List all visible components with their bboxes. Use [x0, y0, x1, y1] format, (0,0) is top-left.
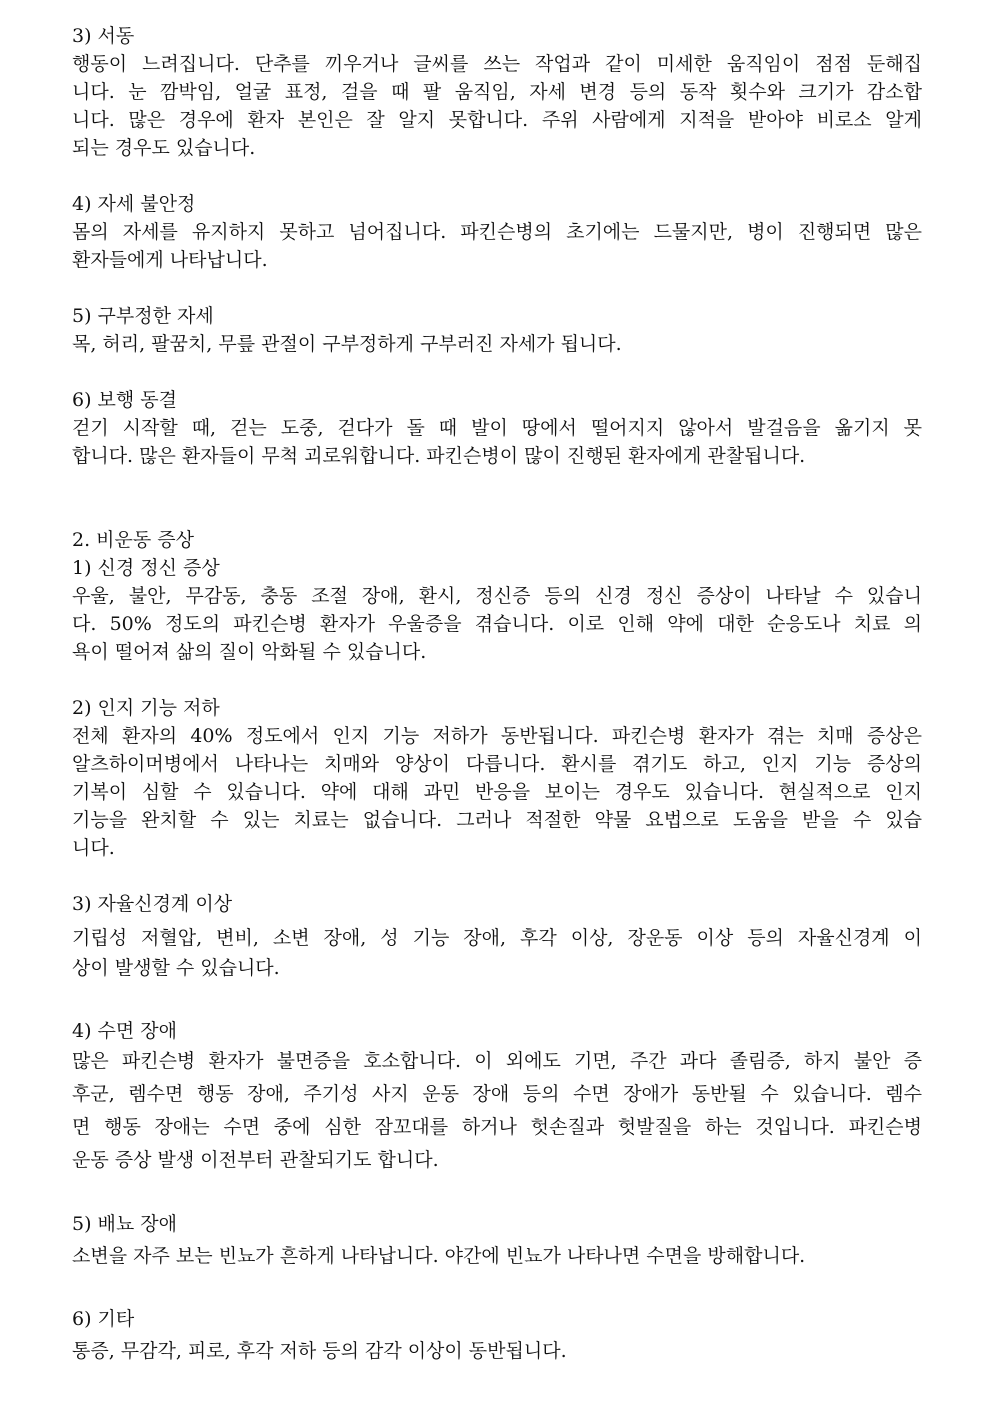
paragraph-line: 니다. 많은 경우에 환자 본인은 잘 알지 못합니다. 주위 사람에게 지적을 받아야 비로소 알게	[72, 109, 922, 131]
paragraph-line: 기립성 저혈압, 변비, 소변 장애, 성 기능 장애, 후각 이상, 장운동 이상 등의 자율신경계 이	[72, 927, 922, 949]
paragraph-line: 통증, 무감각, 피로, 후각 저하 등의 감각 이상이 동반됩니다.	[72, 1340, 567, 1362]
paragraph-line: 목, 허리, 팔꿈치, 무릎 관절이 구부정하게 구부러진 자세가 됩니다.	[72, 333, 622, 355]
paragraph-line: 운동 증상 발생 이전부터 관찰되기도 합니다.	[72, 1149, 439, 1171]
paragraph-line: 기복이 심할 수 있습니다. 약에 대해 과민 반응을 보이는 경우도 있습니다. 현실적으로 인지	[72, 781, 922, 803]
paragraph-line: 되는 경우도 있습니다.	[72, 137, 256, 159]
paragraph-line: 걷기 시작할 때, 걷는 도중, 걷다가 돌 때 발이 땅에서 떨어지지 않아서 발걸음을 옮기지 못	[72, 417, 922, 439]
paragraph-line: 알츠하이머병에서 나타나는 치매와 양상이 다릅니다. 환시를 겪기도 하고, 인지 기능 증상의	[72, 753, 922, 775]
section-heading-other: 6) 기타	[72, 1308, 135, 1330]
section-heading-sleep-disorder: 4) 수면 장애	[72, 1020, 177, 1042]
paragraph-line: 니다. 눈 깜박임, 얼굴 표정, 걸을 때 팔 움직임, 자세 변경 등의 동작 횟수와 크기가 감소합	[72, 81, 922, 103]
paragraph-line: 많은 파킨슨병 환자가 불면증을 호소합니다. 이 외에도 기면, 주간 과다 졸림증, 하지 불안 증	[72, 1050, 922, 1072]
paragraph-line: 후군, 렘수면 행동 장애, 주기성 사지 운동 장애 등의 수면 장애가 동반될 수 있습니다. 렘수	[72, 1083, 922, 1105]
paragraph-line: 소변을 자주 보는 빈뇨가 흔하게 나타납니다. 야간에 빈뇨가 나타나면 수면을 방해합니다.	[72, 1245, 806, 1267]
paragraph-line: 환자들에게 나타납니다.	[72, 249, 268, 271]
paragraph-line: 니다.	[72, 837, 115, 859]
section-heading-cognitive-decline: 2) 인지 기능 저하	[72, 697, 220, 719]
section-heading-urinary-disorder: 5) 배뇨 장애	[72, 1213, 177, 1235]
section-heading-stooped-posture: 5) 구부정한 자세	[72, 305, 214, 327]
paragraph-line: 면 행동 장애는 수면 중에 심한 잠꼬대를 하거나 헛손질과 헛발질을 하는 것입니다. 파킨슨병	[72, 1116, 922, 1138]
chapter-title-nonmotor-symptoms: 2. 비운동 증상	[72, 529, 194, 551]
section-heading-freezing-of-gait: 6) 보행 동결	[72, 389, 177, 411]
paragraph-line: 몸의 자세를 유지하지 못하고 넘어집니다. 파킨슨병의 초기에는 드물지만, 병이 진행되면 많은	[72, 221, 922, 243]
paragraph-line: 욕이 떨어져 삶의 질이 악화될 수 있습니다.	[72, 641, 427, 663]
paragraph-line: 기능을 완치할 수 있는 치료는 없습니다. 그러나 적절한 약물 요법으로 도움을 받을 수 있습	[72, 809, 922, 831]
section-heading-postural-instability: 4) 자세 불안정	[72, 193, 196, 215]
paragraph-line: 전체 환자의 40% 정도에서 인지 기능 저하가 동반됩니다. 파킨슨병 환자가 겪는 치매 증상은	[72, 725, 922, 747]
paragraph-line: 다. 50% 정도의 파킨슨병 환자가 우울증을 겪습니다. 이로 인해 약에 대한 순응도나 치료 의	[72, 613, 922, 635]
section-heading-autonomic-dysfunction: 3) 자율신경계 이상	[72, 893, 233, 915]
paragraph-line: 상이 발생할 수 있습니다.	[72, 957, 280, 979]
paragraph-line: 합니다. 많은 환자들이 무척 괴로워합니다. 파킨슨병이 많이 진행된 환자에게 관찰됩니다.	[72, 445, 806, 467]
section-heading-neuropsychiatric: 1) 신경 정신 증상	[72, 557, 220, 579]
paragraph-line: 행동이 느려집니다. 단추를 끼우거나 글씨를 쓰는 작업과 같이 미세한 움직임이 점점 둔해집	[72, 53, 922, 75]
section-heading-bradykinesia: 3) 서동	[72, 25, 135, 47]
paragraph-line: 우울, 불안, 무감동, 충동 조절 장애, 환시, 정신증 등의 신경 정신 증상이 나타날 수 있습니	[72, 585, 922, 607]
